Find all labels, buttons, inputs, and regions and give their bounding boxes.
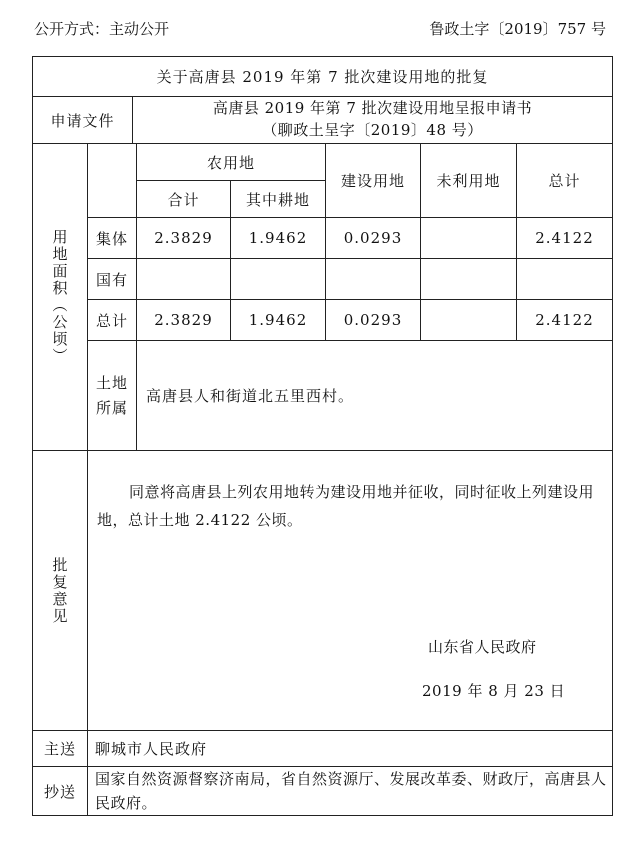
col-arable: 其中耕地 <box>245 190 310 209</box>
area-side-label: 用地面积（公顷） <box>50 229 69 365</box>
ownership-value: 高唐县人和街道北五里西村。 <box>146 387 355 405</box>
copy-send-label: 抄送 <box>43 782 76 801</box>
col-construction: 建设用地 <box>340 172 405 190</box>
approval-date: 2019 年 8 月 23 日 <box>422 682 566 700</box>
cell-arable: 1.9462 <box>248 311 308 329</box>
row-label: 集体 <box>95 229 128 248</box>
col-total: 总计 <box>548 172 581 190</box>
application-title: 高唐县 2019 年第 7 批次建设用地呈报申请书 <box>212 99 533 117</box>
disclosure-mode: 公开方式：主动公开 <box>34 20 170 38</box>
cell-subtotal: 2.3829 <box>154 229 213 247</box>
cell-total: 2.4122 <box>535 229 594 247</box>
main-send-value: 聊城市人民政府 <box>95 740 208 758</box>
col-unused: 未利用地 <box>436 172 501 190</box>
application-ref: （聊政土呈字〔2019〕48 号） <box>262 121 483 139</box>
cell-subtotal <box>137 259 230 299</box>
col-agricultural: 农用地 <box>206 153 255 172</box>
cell-arable: 1.9462 <box>248 229 308 247</box>
cell-unused <box>421 218 516 258</box>
cell-unused <box>421 300 516 340</box>
cell-construction: 0.0293 <box>343 229 403 247</box>
row-label: 总计 <box>95 311 128 330</box>
approval-authority: 山东省人民政府 <box>428 638 537 656</box>
cell-construction <box>326 259 420 299</box>
approval-text: 同意将高唐县上列农用地转为建设用地并征收，同时征收上列建设用地，总计土地 2.4122 公顷。 <box>97 483 595 529</box>
cell-construction: 0.0293 <box>343 311 403 329</box>
document-title: 关于高唐县 2019 年第 7 批次建设用地的批复 <box>156 68 489 86</box>
document-number: 鲁政土字〔2019〕757 号 <box>429 20 606 38</box>
cell-total <box>517 259 612 299</box>
row-label: 国有 <box>95 270 128 289</box>
approval-side-label: 批复意见 <box>50 556 69 625</box>
cell-unused <box>421 259 516 299</box>
cell-arable <box>231 259 325 299</box>
application-label: 申请文件 <box>50 111 115 130</box>
application-document <box>133 97 612 143</box>
col-subtotal: 合计 <box>167 190 200 209</box>
copy-send-value: 国家自然资源督察济南局，省自然资源厅、发展改革委、财政厅，高唐县人民政府。 <box>95 770 607 812</box>
cell-total: 2.4122 <box>535 311 594 329</box>
main-send-label: 主送 <box>43 740 76 758</box>
ownership-label: 土地 所属 <box>95 373 128 417</box>
cell-subtotal: 2.3829 <box>154 311 213 329</box>
